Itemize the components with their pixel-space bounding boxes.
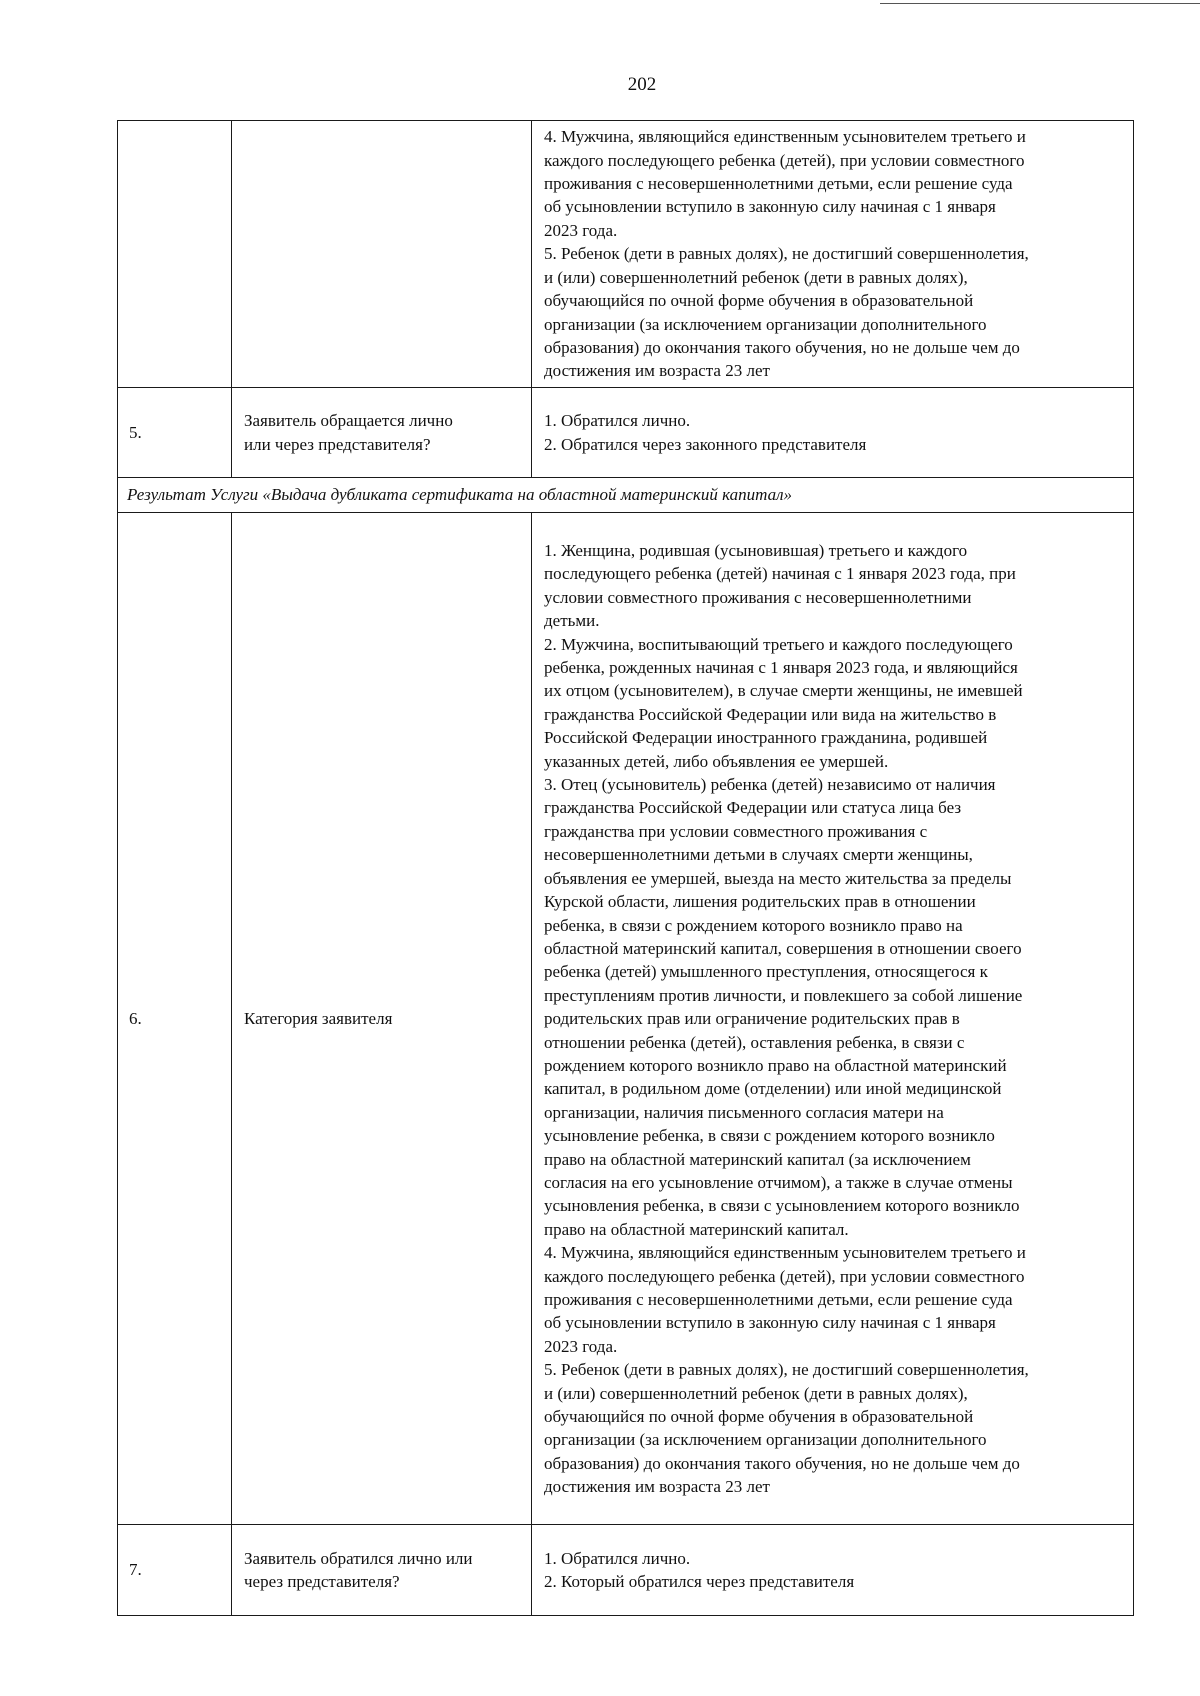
content-line: право на областной материнский капитал.	[544, 1219, 849, 1239]
table-row	[118, 121, 1134, 388]
content-line: 2023 года.	[544, 220, 618, 240]
content-line: право на областной материнский капитал (за исключением	[544, 1149, 971, 1169]
content-line: организации, наличия письменного согласия матери на	[544, 1102, 944, 1122]
row-label-cell	[232, 1525, 532, 1616]
label-line: через представителя?	[244, 1572, 400, 1591]
content-line: усыновление ребенка, в связи с рождением которого возникло	[544, 1126, 995, 1146]
content-line: родительских прав или ограничение родительских прав в	[544, 1009, 960, 1029]
content-line: последующего ребенка (детей) начиная с 1 января 2023 года, при	[544, 564, 1016, 584]
content-line: согласия на его усыновление отчимом), а также в случае отмены	[544, 1172, 1013, 1192]
content-line: и (или) совершеннолетний ребенок (дети в равных долях),	[544, 1383, 968, 1403]
row-label-cell	[232, 121, 532, 388]
content-line: проживания с несовершеннолетними детьми, если решение суда	[544, 174, 1013, 194]
content-line: ребенка, рожденных начиная с 1 января 2023 года, и являющийся	[544, 658, 1018, 678]
content-line: объявления ее умершей, выезда на место жительства за пределы	[544, 868, 1012, 888]
section-title: Результат Услуги «Выдача дубликата сертификата на областной материнский капитал»	[118, 478, 1134, 513]
content-line: 1. Обратился лично.	[544, 1548, 691, 1568]
content-line: Российской Федерации иностранного гражданина, родившей	[544, 728, 988, 748]
content-line: гражданства Российской Федерации или статуса лица без	[544, 798, 962, 818]
row-number-cell: 5.	[118, 388, 232, 478]
content-line: областной материнский капитал, совершения в отношении своего	[544, 938, 1022, 958]
content-line: достижения им возраста 23 лет	[544, 1477, 770, 1497]
content-line: гражданства Российской Федерации или вида на жительство в	[544, 704, 997, 724]
row-content-cell	[532, 1525, 1134, 1616]
page-number: 202	[627, 74, 657, 95]
label-line: Категория заявителя	[244, 1008, 393, 1028]
document-table	[117, 120, 1134, 1616]
content-line: усыновления ребенка, в связи с усыновлением которого возникло	[544, 1196, 1020, 1216]
table-row	[118, 1525, 1134, 1616]
content-line: 1. Обратился лично.	[544, 411, 691, 431]
content-line: 2. Обратился через законного представителя	[544, 434, 867, 454]
content-line: 4. Мужчина, являющийся единственным усыновителем третьего и	[544, 1243, 1026, 1263]
row-content-cell	[532, 121, 1134, 388]
table-row	[118, 513, 1134, 1525]
content-line: образования) до окончания такого обучения, но не дольше чем до	[544, 337, 1020, 357]
content-line: 4. Мужчина, являющийся единственным усыновителем третьего и	[544, 127, 1026, 147]
content-line: 5. Ребенок (дети в равных долях), не достигший совершеннолетия,	[544, 1360, 1029, 1380]
row-number-cell	[118, 121, 232, 388]
content-line: каждого последующего ребенка (детей), при условии совместного	[544, 1266, 1025, 1286]
content-line: 2023 года.	[544, 1336, 618, 1356]
content-line: 5. Ребенок (дети в равных долях), не достигший совершеннолетия,	[544, 244, 1029, 264]
content-line: и (или) совершеннолетний ребенок (дети в равных долях),	[544, 267, 968, 287]
content-line: детьми.	[544, 611, 600, 631]
table-row	[118, 388, 1134, 478]
label-line: Заявитель обращается лично	[244, 411, 453, 431]
content-line: указанных детей, либо объявления ее умершей.	[544, 751, 889, 771]
row-label-cell	[232, 513, 532, 1525]
content-line: капитал, в родильном доме (отделении) или иной медицинской	[544, 1079, 1002, 1099]
content-line: проживания с несовершеннолетними детьми, если решение суда	[544, 1290, 1013, 1309]
content-line: 3. Отец (усыновитель) ребенка (детей) независимо от наличия	[544, 775, 996, 795]
content-line: об усыновлении вступило в законную силу начиная с 1 января	[544, 197, 996, 217]
row-label-cell	[232, 388, 532, 478]
content-line: 2. Который обратился через представителя	[544, 1572, 855, 1591]
content-line: ребенка, в связи с рождением которого возникло право на	[544, 915, 963, 935]
content-line: ребенка (детей) умышленного преступления, относящегося к	[544, 962, 988, 982]
row-number-cell: 7.	[118, 1525, 232, 1616]
scan-edge-line	[880, 3, 1200, 4]
row-content-cell	[532, 388, 1134, 478]
content-line: несовершеннолетними детьми в случаях смерти женщины,	[544, 845, 973, 865]
content-line: 1. Женщина, родившая (усыновившая) третьего и каждого	[544, 541, 968, 560]
content-line: условии совместного проживания с несовершеннолетними	[544, 587, 972, 607]
content-line: об усыновлении вступило в законную силу начиная с 1 января	[544, 1313, 996, 1333]
content-line: достижения им возраста 23 лет	[544, 361, 770, 381]
content-line: рождением которого возникло право на областной материнский	[544, 1055, 1007, 1075]
content-line: Курской области, лишения родительских прав в отношении	[544, 892, 976, 912]
content-line: образования) до окончания такого обучения, но не дольше чем до	[544, 1453, 1020, 1473]
content-line: 2. Мужчина, воспитывающий третьего и каждого последующего	[544, 634, 1013, 654]
row-content-cell	[532, 513, 1134, 1525]
content-line: обучающийся по очной форме обучения в образовательной	[544, 1407, 974, 1427]
content-line: каждого последующего ребенка (детей), при условии совместного	[544, 150, 1025, 170]
content-line: организации (за исключением организации дополнительного	[544, 1430, 987, 1450]
section-row	[118, 478, 1134, 513]
content-line: гражданства при условии совместного проживания с	[544, 821, 928, 841]
content-line: отношении ребенка (детей), оставления ребенка, в связи с	[544, 1032, 965, 1052]
row-number-cell: 6.	[118, 513, 232, 1525]
content-line: их отцом (усыновителем), в случае смерти женщины, не имевшей	[544, 681, 1023, 701]
content-line: организации (за исключением организации дополнительного	[544, 314, 987, 334]
content-line: преступлениям против личности, и повлекшего за собой лишение	[544, 985, 1023, 1005]
content-line: обучающийся по очной форме обучения в образовательной	[544, 291, 974, 311]
label-line: или через представителя?	[244, 434, 431, 454]
label-line: Заявитель обратился лично или	[244, 1548, 473, 1568]
